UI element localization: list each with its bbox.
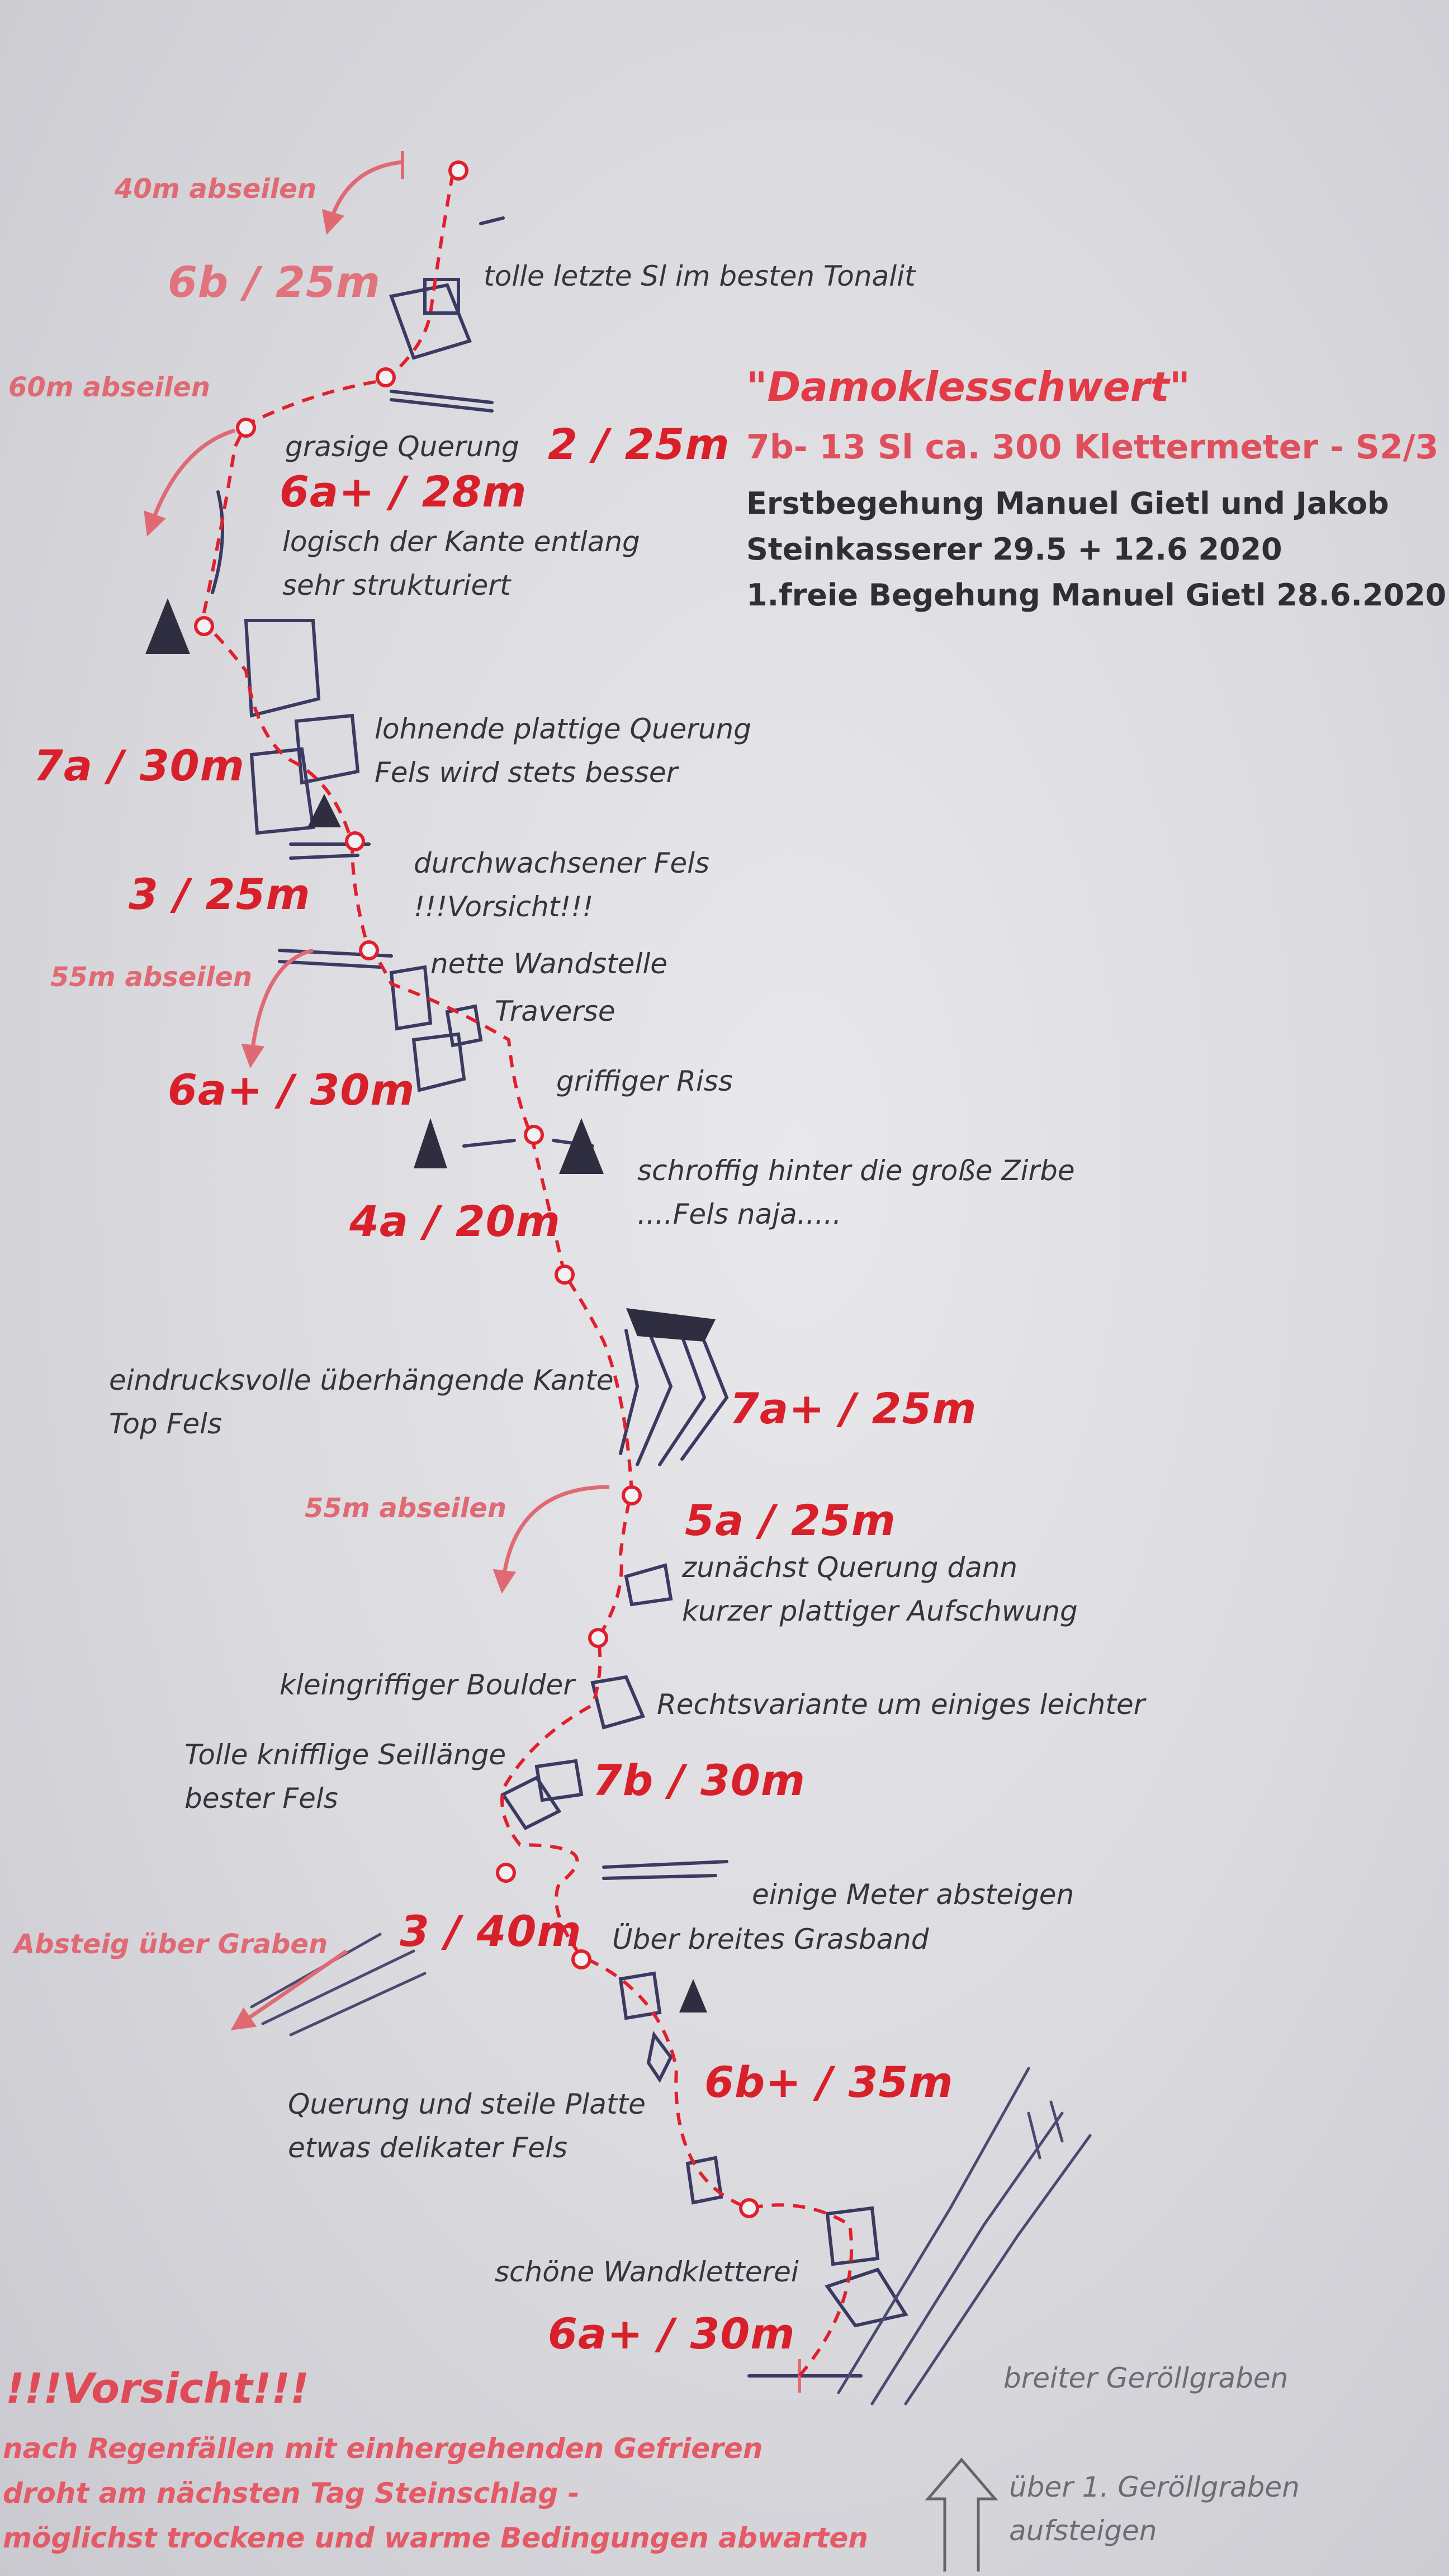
warning-line-3: möglichst trockene und warme Bedingungen abwarten xyxy=(3,2522,868,2554)
note-pitch-4-a: Tolle knifflige Seillänge xyxy=(184,1739,506,1771)
grade-pitch-3: 3 / 40m xyxy=(400,1906,582,1956)
route-subtitle: 7b- 13 Sl ca. 300 Klettermeter - S2/3 xyxy=(746,428,1439,467)
rappel-label-3: 55m abseilen xyxy=(50,962,253,993)
first-ascent-line-1: Erstbegehung Manuel Gietl und Jakob xyxy=(746,486,1389,521)
warning-line-1: nach Regenfällen mit einhergehenden Gefrieren xyxy=(3,2432,763,2465)
grade-pitch-8: 6a+ / 30m xyxy=(168,1065,415,1115)
note-approach-b: aufsteigen xyxy=(1009,2515,1157,2547)
note-pitch-5-b: kurzer plattiger Aufschwung xyxy=(682,1595,1078,1627)
note-grassy-traverse: grasige Querung xyxy=(285,430,519,463)
note-pitch-2-a: Querung und steile Platte xyxy=(288,2088,646,2120)
warning-line-2: droht am nächsten Tag Steinschlag - xyxy=(3,2477,580,2509)
grade-pitch-7: 4a / 20m xyxy=(349,1196,561,1246)
grade-pitch-10: 7a / 30m xyxy=(34,741,245,790)
ascent-arrow-icon xyxy=(928,2460,995,2572)
note-pitch-11-a: logisch der Kante entlang xyxy=(282,525,640,558)
rappel-label-4: 55m abseilen xyxy=(305,1493,507,1524)
note-pitch-9-b: !!!Vorsicht!!! xyxy=(414,891,594,923)
note-pitch-7-b: ....Fels naja..... xyxy=(637,1198,842,1230)
note-pitch-1: schöne Wandkletterei xyxy=(495,2256,799,2288)
note-traverse: Traverse xyxy=(495,995,615,1027)
note-pitch-11-b: sehr strukturiert xyxy=(282,569,511,602)
note-pitch-2-b: etwas delikater Fels xyxy=(288,2132,567,2164)
rappel-label-2: 60m abseilen xyxy=(8,372,211,403)
grade-pitch-13: 6b / 25m xyxy=(168,257,381,307)
descent-label: Absteig über Graben xyxy=(14,1929,328,1960)
note-pitch-10-a: lohnende plattige Querung xyxy=(375,713,751,745)
warning-heading: !!!Vorsicht!!! xyxy=(6,2365,310,2413)
note-pitch-13: tolle letzte Sl im besten Tonalit xyxy=(484,260,916,292)
first-ascent-line-2: Steinkasserer 29.5 + 12.6 2020 xyxy=(746,532,1282,567)
note-pitch-9-a: durchwachsener Fels xyxy=(414,847,710,879)
note-pitch-4-b: bester Fels xyxy=(184,1782,338,1815)
grade-pitch-6: 7a+ / 25m xyxy=(730,1384,977,1433)
note-right-variant: Rechtsvariante um einiges leichter xyxy=(657,1688,1145,1721)
note-crack: griffiger Riss xyxy=(556,1065,733,1097)
grade-pitch-11: 6a+ / 28m xyxy=(280,467,527,517)
rappel-label-1: 40m abseilen xyxy=(115,173,317,205)
note-pitch-7-a: schroffig hinter die große Zirbe xyxy=(637,1154,1075,1187)
grade-pitch-1: 6a+ / 30m xyxy=(548,2309,795,2359)
route-title: "Damoklesschwert" xyxy=(746,363,1191,410)
grade-pitch-2: 6b+ / 35m xyxy=(704,2057,954,2107)
note-pitch-5-a: zunächst Querung dann xyxy=(682,1551,1018,1584)
first-ascent-line-3: 1.freie Begehung Manuel Gietl 28.6.2020 xyxy=(746,577,1447,613)
grade-pitch-5: 5a / 25m xyxy=(685,1495,896,1545)
note-scree-gully: breiter Geröllgraben xyxy=(1003,2362,1289,2394)
note-grass-ledge: Über breites Grasband xyxy=(612,1923,929,1955)
note-pitch-10-b: Fels wird stets besser xyxy=(375,756,678,789)
note-pitch-6-a: eindrucksvolle überhängende Kante xyxy=(109,1364,614,1396)
note-approach-a: über 1. Geröllgraben xyxy=(1009,2471,1300,2503)
note-wall-section: nette Wandstelle xyxy=(430,948,668,980)
grade-pitch-9: 3 / 25m xyxy=(129,869,311,919)
note-pitch-6-b: Top Fels xyxy=(109,1408,222,1440)
note-boulder: kleingriffiger Boulder xyxy=(280,1669,575,1701)
grade-pitch-12: 2 / 25m xyxy=(548,419,730,469)
note-downclimb: einige Meter absteigen xyxy=(752,1878,1074,1911)
grade-pitch-4: 7b / 30m xyxy=(593,1755,806,1805)
